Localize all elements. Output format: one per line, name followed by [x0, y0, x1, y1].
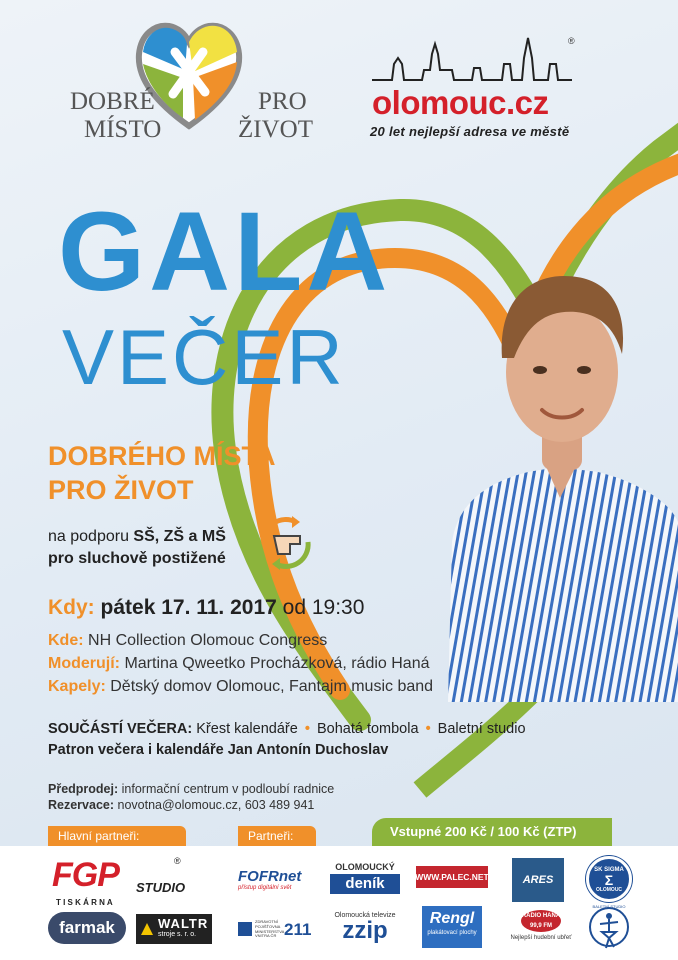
support-schools: SŠ, ZŠ a MŠ — [133, 528, 226, 545]
when-time: od 19:30 — [282, 596, 365, 619]
sigma-letter: Σ — [604, 872, 614, 888]
when-date: pátek 17. 11. 2017 — [100, 596, 277, 619]
denik-name: deník — [330, 874, 400, 894]
zzip-logo — [330, 912, 400, 948]
program-label: SOUČÁSTÍ VEČERA: — [48, 721, 193, 737]
program-item: Baletní studio — [437, 721, 526, 737]
dobre-misto-pro-zivot-logo — [70, 22, 313, 147]
program-line — [48, 721, 526, 737]
sk-sigma-logo — [586, 856, 632, 902]
olomouc-cz-logo — [362, 34, 592, 144]
program-item: Bohatá tombola — [316, 721, 419, 737]
ballerina-icon — [588, 906, 630, 952]
reservation-value: novotna@olomouc.cz, 603 489 941 — [117, 798, 315, 812]
detail-value: Martina Qweetko Procházková, rádio Haná — [124, 655, 430, 672]
presale-line — [48, 782, 334, 796]
support-line-1 — [48, 528, 226, 546]
zp-number: 211 — [284, 920, 312, 939]
fgp-sub: T I S K Á R N A — [56, 898, 113, 907]
ares-logo: ARES — [512, 858, 564, 902]
zzip-name: zzip — [342, 917, 388, 944]
palec-logo: WWW.PALEC.NET — [416, 866, 488, 888]
presale-value: informační centrum v podloubí radnice — [121, 782, 335, 796]
zp-icon — [238, 922, 252, 936]
detail-venue — [48, 632, 327, 650]
patron-line: Patron večera i kalendáře Jan Antonín Duchoslav — [48, 742, 389, 758]
olomouc-tagline: 20 let nejlepší adresa ve městě — [370, 124, 570, 139]
detail-label: Kapely: — [48, 678, 106, 695]
logo-word-dobre: DOBRÉ — [70, 88, 155, 115]
main-partners-tab: Hlavní partneři: — [48, 826, 186, 846]
hana-freq: 99,9 FM — [529, 923, 552, 929]
farmak-logo: farmak — [48, 912, 126, 944]
detail-value: NH Collection Olomouc Congress — [88, 632, 328, 649]
zp-text: ZDRAVOTNÍ POJIŠŤOVNA MINISTERSTVA VNITRA ČR — [255, 919, 285, 939]
subtitle-line-1: DOBRÉHO MÍSTA — [48, 441, 276, 471]
fofrnet-sub: přístup digitální svět — [238, 885, 292, 891]
price-banner: Vstupné 200 Kč / 100 Kč (ZTP) — [372, 818, 612, 846]
logo-word-misto: MÍSTO — [84, 116, 162, 143]
rengl-logo — [422, 906, 482, 948]
olomouc-brand: olomouc.cz — [372, 84, 549, 121]
reservation-line — [48, 798, 314, 812]
waltr-name: WALTR — [158, 916, 209, 931]
detail-bands — [48, 678, 433, 696]
waltr-sub: stroje s. r. o. — [158, 931, 197, 938]
sigma-top: SK SIGMA — [594, 867, 624, 873]
patron-portrait — [448, 262, 678, 702]
olomoucky-denik-logo — [330, 862, 400, 902]
fgp-name: FGP — [52, 856, 119, 894]
waltr-icon — [139, 921, 155, 937]
presale-label: Předprodej: — [48, 782, 119, 796]
event-date — [48, 596, 364, 620]
fgp-studio: STUDIO — [136, 880, 186, 895]
bullet-dot: • — [425, 721, 431, 737]
detail-hosts — [48, 655, 430, 673]
registered-mark: ® — [568, 36, 575, 46]
partner-logos-footer — [0, 846, 678, 960]
radio-hana-logo — [506, 910, 576, 950]
fgp-reg: ® — [174, 856, 181, 866]
rengl-name: Rengl — [429, 910, 475, 927]
logo-word-pro: PRO — [258, 88, 307, 115]
city-skyline-icon — [372, 34, 572, 82]
sigma-bottom: OLOMOUC — [595, 887, 623, 893]
support-line-2: pro sluchově postižené — [48, 550, 226, 567]
fgp-studio-logo — [52, 856, 202, 906]
logo-word-zivot: ŽIVOT — [238, 116, 313, 143]
hana-sub: Nejlepší hudební ubřeť — [510, 935, 572, 941]
detail-label: Moderují: — [48, 655, 120, 672]
detail-value: Dětský domov Olomouc, Fantajm music band — [110, 678, 434, 695]
rengl-sub: plakátovací plochy — [427, 930, 477, 936]
detail-label: Kde: — [48, 632, 84, 649]
baletni-studio-logo — [588, 906, 630, 952]
subtitle-line-2: PRO ŽIVOT — [48, 475, 194, 505]
headline-vecer: VEČER — [62, 313, 346, 401]
waltr-logo — [136, 914, 212, 944]
support-prefix: na podporu — [48, 528, 129, 545]
headline-gala: GALA — [58, 189, 392, 314]
fofrnet-name: FOFRnet — [238, 868, 302, 885]
zzip-top: Olomoucká televize — [334, 912, 396, 919]
zp211-logo — [238, 918, 318, 944]
bullet-dot: • — [304, 721, 310, 737]
hana-badge — [521, 910, 561, 932]
fofrnet-logo — [238, 868, 318, 898]
hana-name: RÁDIO HANÁ — [521, 913, 561, 919]
program-item: Křest kalendáře — [196, 721, 298, 737]
sign-language-icon — [256, 514, 316, 572]
denik-top: OLOMOUCKÝ — [335, 862, 395, 872]
balet-text: BALETNÍ STUDIO — [592, 904, 626, 909]
partners-tab: Partneři: — [238, 826, 316, 846]
when-label: Kdy: — [48, 596, 95, 619]
reservation-label: Rezervace: — [48, 798, 115, 812]
